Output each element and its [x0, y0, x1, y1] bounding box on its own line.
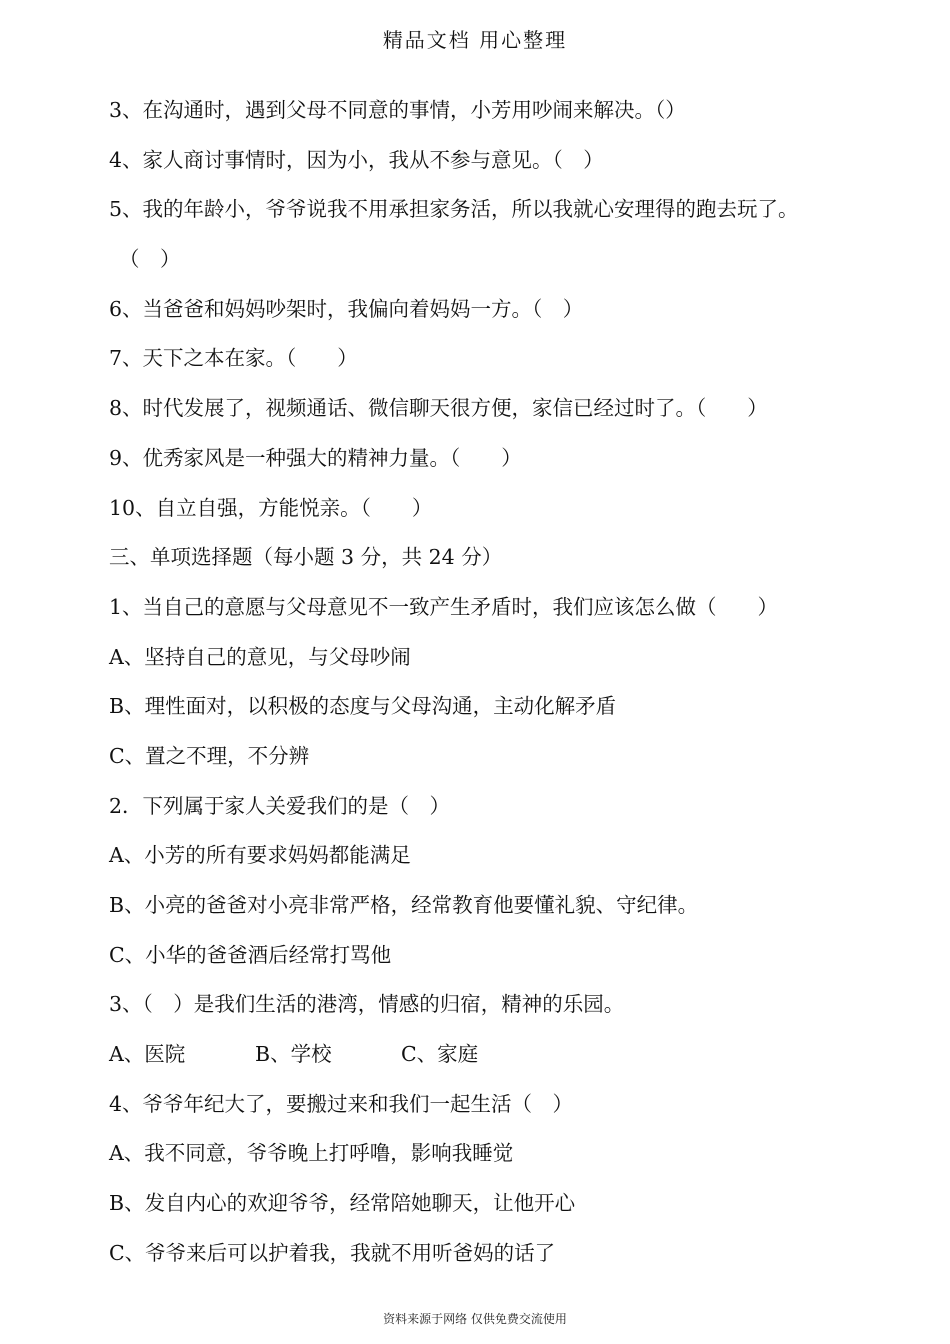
choice-q3-option-c: C、家庭: [401, 1042, 479, 1067]
page-footer: 资料来源于网络 仅供免费交流使用: [383, 1312, 567, 1326]
choice-q2-option-a: A、小芳的所有要求妈妈都能满足: [109, 843, 411, 868]
judgment-item-8: 8、时代发展了，视频通话、微信聊天很方便，家信已经过时了。（ ）: [109, 396, 768, 421]
choice-question-1: 1、当自己的意愿与父母意见不一致产生矛盾时，我们应该怎么做（ ）: [109, 594, 779, 619]
choice-q1-option-a: A、坚持自己的意见，与父母吵闹: [109, 644, 411, 669]
choice-q4-option-a: A、我不同意，爷爷晚上打呼噜，影响我睡觉: [109, 1141, 514, 1166]
choice-question-4: 4、爷爷年纪大了，要搬过来和我们一起生活（ ）: [109, 1091, 574, 1116]
choice-q1-option-b: B、理性面对，以积极的态度与父母沟通，主动化解矛盾: [109, 694, 617, 719]
choice-q2-option-b: B、小亮的爸爸对小亮非常严格，经常教育他要懂礼貌、守纪律。: [109, 893, 699, 917]
judgment-item-7: 7、天下之本在家。（ ）: [109, 346, 358, 371]
choice-q2-option-c: C、小华的爸爸酒后经常打骂他: [109, 942, 392, 967]
choice-q4-option-b: B、发自内心的欢迎爷爷，经常陪她聊天，让他开心: [109, 1191, 576, 1216]
judgment-item-4: 4、家人商讨事情时，因为小，我从不参与意见。（ ）: [109, 147, 604, 172]
judgment-item-5: 5、我的年龄小，爷爷说我不用承担家务活，所以我就心安理得的跑去玩了。: [109, 197, 799, 222]
choice-q4-option-c: C、爷爷来后可以护着我，我就不用听爸妈的话了: [109, 1240, 556, 1265]
judgment-item-6: 6、当爸爸和妈妈吵架时，我偏向着妈妈一方。（ ）: [109, 296, 584, 321]
judgment-item-3: 3、在沟通时，遇到父母不同意的事情，小芳用吵闹来解决。（）: [109, 98, 686, 122]
section-heading-choice: 三、单项选择题（每小题 3 分，共 24 分）: [109, 545, 503, 570]
choice-q1-option-c: C、置之不理，不分辨: [109, 743, 310, 768]
choice-question-3: 3、（ ）是我们生活的港湾，情感的归宿，精神的乐园。: [109, 992, 625, 1017]
choice-question-2: 2．下列属于家人关爱我们的是（ ）: [109, 793, 451, 818]
document-body: [109, 93, 909, 1286]
judgment-item-9: 9、优秀家风是一种强大的精神力量。（ ）: [109, 445, 522, 470]
choice-q3-options: [109, 1037, 909, 1087]
judgment-item-10: 10、自立自强，方能悦亲。（ ）: [109, 495, 433, 520]
choice-q3-option-b: B、学校: [255, 1042, 332, 1067]
judgment-item-5-blank: （ ）: [119, 247, 181, 272]
page-header: 精品文档 用心整理: [382, 28, 568, 52]
choice-q3-option-a: A、医院: [109, 1042, 186, 1067]
